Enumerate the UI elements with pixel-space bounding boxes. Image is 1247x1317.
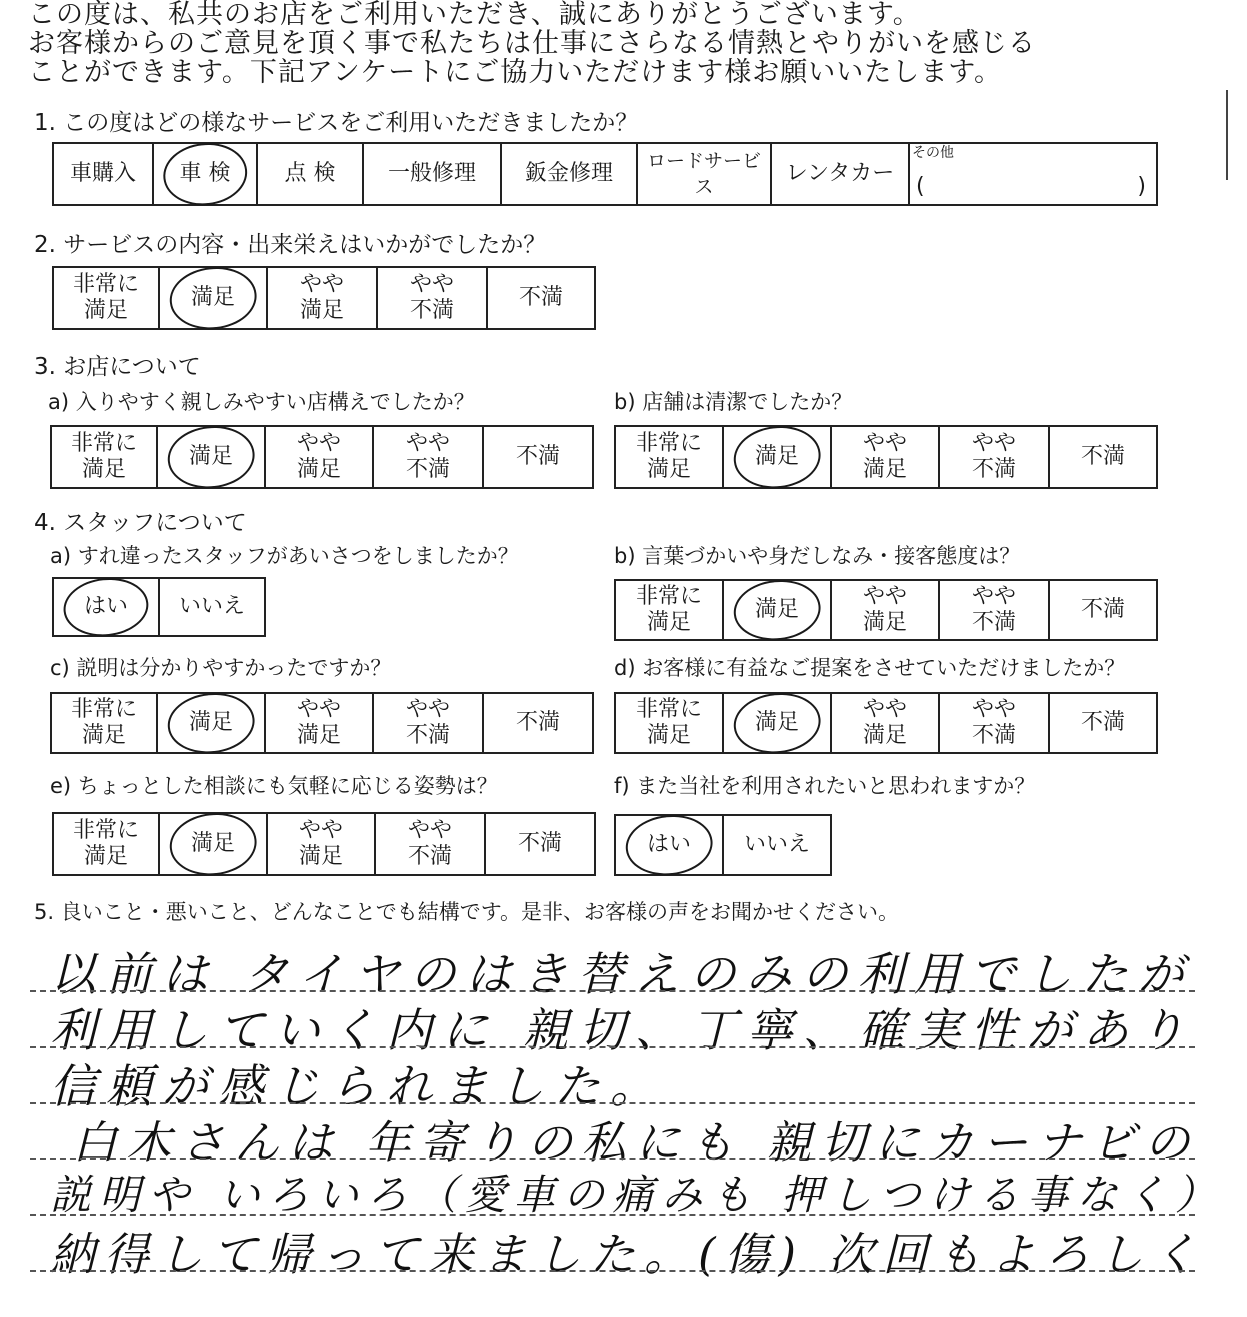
q1-title: 1. この度はどの様なサービスをご利用いただきましたか？ xyxy=(34,110,639,136)
q3b-option[interactable]: 満足 xyxy=(723,426,831,488)
comment-rule xyxy=(30,1158,1195,1160)
q3b-option[interactable]: やや 不満 xyxy=(939,426,1049,488)
q3b-options xyxy=(614,425,1158,489)
q4d-option[interactable]: 非常に 満足 xyxy=(615,693,723,753)
q4c-option[interactable]: 非常に 満足 xyxy=(51,693,157,753)
other-input: ( ) xyxy=(916,174,1146,199)
q3b-option[interactable]: 非常に 満足 xyxy=(615,426,723,488)
q4e-title: e) ちょっとした相談にも気軽に応じる姿勢は？ xyxy=(50,774,498,798)
q1-option[interactable]: 車購入 xyxy=(53,143,153,205)
q2-option[interactable]: 非常に 満足 xyxy=(53,267,159,329)
comment-line-text: 白木さんは 年寄りの私にも 親切にカーナビの xyxy=(72,1116,1199,1169)
comment-rule xyxy=(30,1270,1195,1272)
comment-line-text: 信頼が感じられました。 xyxy=(50,1059,666,1113)
q4f-option[interactable]: はい xyxy=(615,815,723,875)
q4e-option[interactable]: 満足 xyxy=(159,813,267,875)
q3b-title: b) 店舗は清潔でしたか？ xyxy=(614,390,853,414)
q4c-title: c) 説明は分かりやすかったですか？ xyxy=(50,656,392,680)
comment-line-text: 利用していく内に 親切、丁寧、確実性があり xyxy=(50,1003,1195,1057)
q4c-option[interactable]: やや 不満 xyxy=(373,693,483,753)
intro-line: お客様からのご意見を頂く事で私たちは仕事にさらなる情熱とやりがいを感じる xyxy=(28,28,1036,59)
q4a-title: a) すれ違ったスタッフがあいさつをしましたか？ xyxy=(50,544,519,568)
q3a-option[interactable]: 不満 xyxy=(483,426,593,488)
q1-option[interactable]: 車 検 xyxy=(153,143,257,205)
q3a-option[interactable]: やや 満足 xyxy=(265,426,373,488)
q4e-option[interactable]: 非常に 満足 xyxy=(53,813,159,875)
q1-option[interactable]: 点 検 xyxy=(257,143,363,205)
q4e-option[interactable]: やや 満足 xyxy=(267,813,375,875)
comment-line-text: 説明や いろいろ（愛車の痛みも 押しつける事なく） xyxy=(50,1171,1225,1219)
q4a-options xyxy=(52,577,266,637)
q4d-option[interactable]: 満足 xyxy=(723,693,831,753)
q3-title: 3. お店について xyxy=(34,354,201,380)
q4c-option[interactable]: やや 満足 xyxy=(265,693,373,753)
q2-option[interactable]: やや 不満 xyxy=(377,267,487,329)
q1-other-field[interactable] xyxy=(909,143,1157,205)
q4b-title: b) 言葉づかいや身だしなみ・接客態度は？ xyxy=(614,544,1021,568)
q4f-option[interactable]: いいえ xyxy=(723,815,831,875)
q3b-option[interactable]: 不満 xyxy=(1049,426,1157,488)
other-label: その他 xyxy=(912,145,954,161)
q1-option[interactable]: 一般修理 xyxy=(363,143,501,205)
intro-text xyxy=(28,0,1036,87)
q4e-option[interactable]: 不満 xyxy=(485,813,595,875)
q4b-option[interactable]: 不満 xyxy=(1049,580,1157,640)
q3b-option[interactable]: やや 満足 xyxy=(831,426,939,488)
q1-options xyxy=(52,142,1158,206)
q4a-option[interactable]: いいえ xyxy=(159,578,265,636)
q1-option[interactable]: 鈑金修理 xyxy=(501,143,637,205)
q4d-option[interactable]: 不満 xyxy=(1049,693,1157,753)
q3a-option[interactable]: 満足 xyxy=(157,426,265,488)
q3a-title: a) 入りやすく親しみやすい店構えでしたか？ xyxy=(48,390,475,414)
q4b-option[interactable]: やや 満足 xyxy=(831,580,939,640)
q3a-option[interactable]: やや 不満 xyxy=(373,426,483,488)
margin-mark xyxy=(1226,90,1228,180)
q1-option[interactable]: ロードサービス xyxy=(637,143,771,205)
intro-line: この度は、私共のお店をご利用いただき、誠にありがとうございます。 xyxy=(28,0,921,30)
q4a-option[interactable]: はい xyxy=(53,578,159,636)
q4d-option[interactable]: やや 満足 xyxy=(831,693,939,753)
q4b-option[interactable]: やや 不満 xyxy=(939,580,1049,640)
q4e-option[interactable]: やや 不満 xyxy=(375,813,485,875)
q2-option[interactable]: 満足 xyxy=(159,267,267,329)
q4b-options xyxy=(614,579,1158,641)
comment-line-text: 以前は タイヤのはき替えのみの利用でしたが xyxy=(50,947,1194,1001)
comment-rule xyxy=(30,1102,1195,1104)
intro-line: ことができます。下記アンケートにご協力いただけます様お願いいたします。 xyxy=(28,57,1003,88)
q2-option[interactable]: 不満 xyxy=(487,267,595,329)
q3a-options xyxy=(50,425,594,489)
q4b-option[interactable]: 満足 xyxy=(723,580,831,640)
q4b-option[interactable]: 非常に 満足 xyxy=(615,580,723,640)
q4d-option[interactable]: やや 不満 xyxy=(939,693,1049,753)
q5-title: 5. 良いこと・悪いこと、どんなことでも結構です。是非、お客様の声をお聞かせください。 xyxy=(34,900,900,924)
q1-option[interactable]: レンタカー xyxy=(771,143,909,205)
q4c-options xyxy=(50,692,594,754)
q4d-title: d) お客様に有益なご提案をさせていただけましたか？ xyxy=(614,656,1126,680)
comment-line-text: 納得して帰って来ました。(傷) 次回もよろしく xyxy=(50,1228,1207,1281)
q2-options xyxy=(52,266,596,330)
comment-rule xyxy=(30,1214,1195,1216)
q4e-options xyxy=(52,812,596,876)
q4c-option[interactable]: 満足 xyxy=(157,693,265,753)
q4d-options xyxy=(614,692,1158,754)
q3a-option[interactable]: 非常に 満足 xyxy=(51,426,157,488)
comment-rule xyxy=(30,1046,1195,1048)
q4f-options xyxy=(614,814,832,876)
comment-rule xyxy=(30,990,1195,992)
q2-option[interactable]: やや 満足 xyxy=(267,267,377,329)
q4f-title: f) また当社を利用されたいと思われますか？ xyxy=(614,774,1036,798)
q4c-option[interactable]: 不満 xyxy=(483,693,593,753)
q4-title: 4. スタッフについて xyxy=(34,510,247,536)
q2-title: 2. サービスの内容・出来栄えはいかがでしたか？ xyxy=(34,232,547,258)
